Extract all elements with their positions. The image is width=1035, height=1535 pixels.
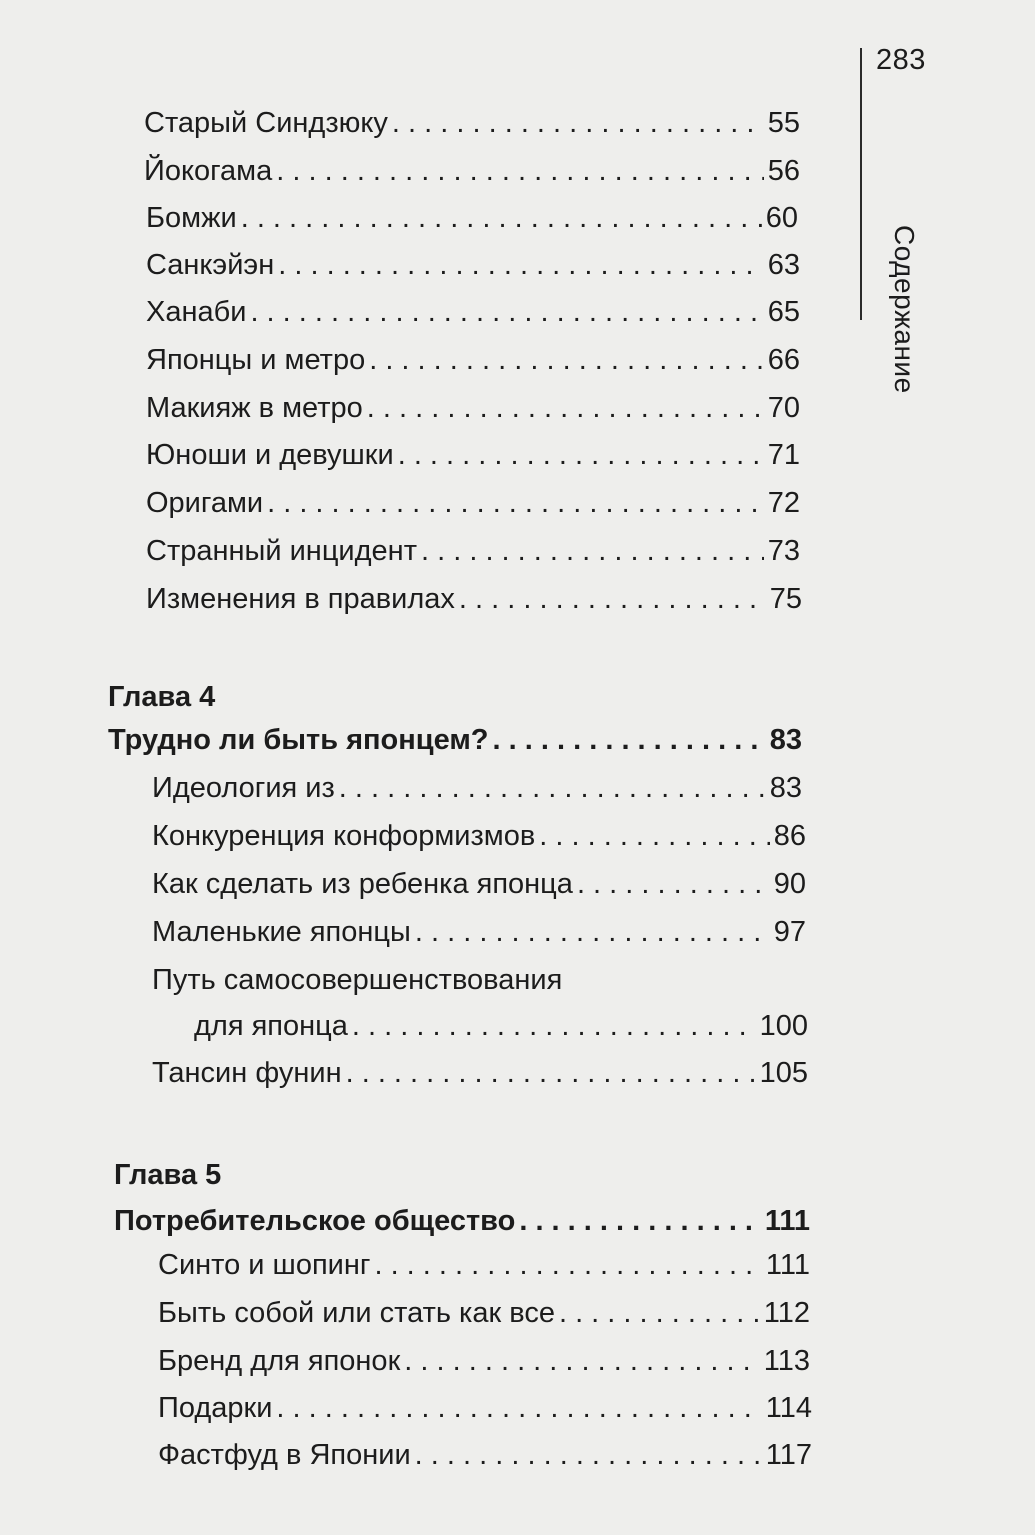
toc-entry-page: 117 bbox=[765, 1439, 812, 1471]
toc-entry-title-line2: для японца bbox=[194, 1010, 348, 1042]
toc-entry-title: Странный инцидент bbox=[146, 535, 417, 567]
leader-dots bbox=[335, 773, 766, 805]
toc-entry-title: Быть собой или стать как все bbox=[158, 1297, 555, 1329]
toc-entry-title: Японцы и метро bbox=[146, 344, 366, 376]
toc-entry-title: Бренд для японок bbox=[158, 1345, 401, 1377]
toc-entry-title: Как сделать из ребенка японца bbox=[152, 868, 573, 900]
toc-entry[interactable] bbox=[158, 1393, 812, 1425]
toc-entry-title: Синто и шопинг bbox=[158, 1249, 371, 1281]
leader-dots bbox=[455, 584, 766, 616]
leader-dots bbox=[555, 1298, 760, 1330]
chapter-title-page: 111 bbox=[764, 1205, 810, 1237]
toc-entry-title: Бомжи bbox=[146, 202, 237, 234]
toc-entry-page: 105 bbox=[759, 1057, 808, 1089]
page-number: 283 bbox=[876, 44, 926, 76]
toc-entry[interactable] bbox=[146, 393, 800, 425]
leader-dots bbox=[348, 1011, 756, 1043]
toc-entry-title: Идеология из bbox=[152, 772, 335, 804]
leader-dots bbox=[363, 393, 764, 425]
leader-dots bbox=[535, 821, 769, 853]
toc-entry-page: 55 bbox=[767, 107, 800, 139]
header-rule bbox=[860, 48, 862, 320]
toc-entry-page: 114 bbox=[765, 1392, 812, 1424]
toc-entry-title: Изменения в правилах bbox=[146, 583, 455, 615]
toc-entry[interactable] bbox=[146, 345, 800, 377]
toc-entry[interactable] bbox=[152, 773, 802, 805]
toc-entry[interactable] bbox=[194, 1011, 808, 1043]
toc-entry[interactable] bbox=[146, 536, 800, 568]
toc-entry-title: Санкэйэн bbox=[146, 249, 275, 281]
toc-entry-title: Старый Синдзюку bbox=[144, 107, 388, 139]
chapter-title-page: 83 bbox=[769, 724, 802, 756]
leader-dots bbox=[272, 1393, 761, 1425]
leader-dots bbox=[370, 1250, 761, 1282]
toc-entry-title: Ханаби bbox=[146, 296, 247, 328]
toc-entry-page: 112 bbox=[763, 1297, 810, 1329]
toc-entry-page: 66 bbox=[767, 344, 800, 376]
toc-entry-page: 113 bbox=[763, 1345, 810, 1377]
leader-dots bbox=[489, 725, 766, 757]
toc-entry-title: Йокогама bbox=[144, 155, 273, 187]
toc-entry-title: Юноши и девушки bbox=[146, 439, 394, 471]
toc-entry[interactable] bbox=[152, 869, 806, 901]
toc-entry[interactable] bbox=[158, 1346, 810, 1378]
toc-entry-page: 111 bbox=[765, 1249, 810, 1281]
running-head: Содержание bbox=[889, 225, 920, 394]
toc-entry[interactable] bbox=[158, 1298, 810, 1330]
toc-entry[interactable] bbox=[144, 156, 800, 188]
toc-entry[interactable] bbox=[144, 108, 800, 140]
leader-dots bbox=[388, 108, 764, 140]
toc-entry[interactable] bbox=[146, 584, 802, 616]
toc-entry-title: Маленькие японцы bbox=[152, 916, 411, 948]
leader-dots bbox=[263, 488, 764, 520]
chapter-heading: Глава 4 bbox=[108, 681, 216, 713]
leader-dots bbox=[411, 1440, 762, 1472]
toc-entry[interactable] bbox=[158, 1440, 812, 1472]
toc-entry-title: Конкуренция конформизмов bbox=[152, 820, 536, 852]
toc-entry[interactable] bbox=[152, 1058, 808, 1090]
toc-entry[interactable] bbox=[152, 821, 806, 853]
toc-entry-page: 73 bbox=[767, 535, 800, 567]
chapter-title: Потребительское общество bbox=[114, 1205, 516, 1237]
leader-dots bbox=[342, 1058, 756, 1090]
toc-entry-page: 100 bbox=[759, 1010, 808, 1042]
leader-dots bbox=[417, 536, 764, 568]
toc-entry-page: 65 bbox=[767, 296, 800, 328]
leader-dots bbox=[394, 440, 764, 472]
toc-entry-title: Подарки bbox=[158, 1392, 273, 1424]
toc-entry-page: 63 bbox=[767, 249, 800, 281]
leader-dots bbox=[365, 345, 764, 377]
toc-entry-page: 72 bbox=[767, 487, 800, 519]
toc-entry-page: 83 bbox=[769, 772, 802, 804]
chapter-title-entry[interactable] bbox=[114, 1206, 810, 1238]
toc-entry[interactable] bbox=[152, 917, 806, 949]
leader-dots bbox=[274, 250, 764, 282]
toc-entry[interactable] bbox=[146, 488, 800, 520]
toc-entry-title: Фастфуд в Японии bbox=[158, 1439, 411, 1471]
toc-entry[interactable] bbox=[146, 250, 800, 282]
toc-entry-page: 56 bbox=[767, 155, 800, 187]
chapter-heading: Глава 5 bbox=[114, 1159, 222, 1191]
toc-entry-page: 75 bbox=[769, 583, 802, 615]
leader-dots bbox=[515, 1206, 760, 1238]
toc-entry-title: Макияж в метро bbox=[146, 392, 363, 424]
toc-entry[interactable] bbox=[158, 1250, 810, 1282]
chapter-title-entry[interactable] bbox=[108, 725, 802, 757]
toc-entry[interactable] bbox=[146, 203, 798, 235]
leader-dots bbox=[400, 1346, 760, 1378]
toc-entry-page: 86 bbox=[773, 820, 806, 852]
leader-dots bbox=[411, 917, 770, 949]
toc-entry-page: 71 bbox=[767, 439, 800, 471]
toc-entry-title: Оригами bbox=[146, 487, 264, 519]
leader-dots bbox=[272, 156, 763, 188]
leader-dots bbox=[573, 869, 770, 901]
toc-entry[interactable] bbox=[146, 297, 800, 329]
toc-entry-title-line1[interactable]: Путь самосовершенствования bbox=[152, 964, 563, 996]
toc-entry-page: 97 bbox=[773, 916, 806, 948]
toc-entry-title: Тансин фунин bbox=[152, 1057, 342, 1089]
toc-entry-page: 90 bbox=[773, 868, 806, 900]
leader-dots bbox=[237, 203, 762, 235]
leader-dots bbox=[246, 297, 763, 329]
toc-entry-page: 60 bbox=[765, 202, 798, 234]
toc-entry[interactable] bbox=[146, 440, 800, 472]
chapter-title: Трудно ли быть японцем? bbox=[108, 724, 489, 756]
toc-entry-page: 70 bbox=[767, 392, 800, 424]
